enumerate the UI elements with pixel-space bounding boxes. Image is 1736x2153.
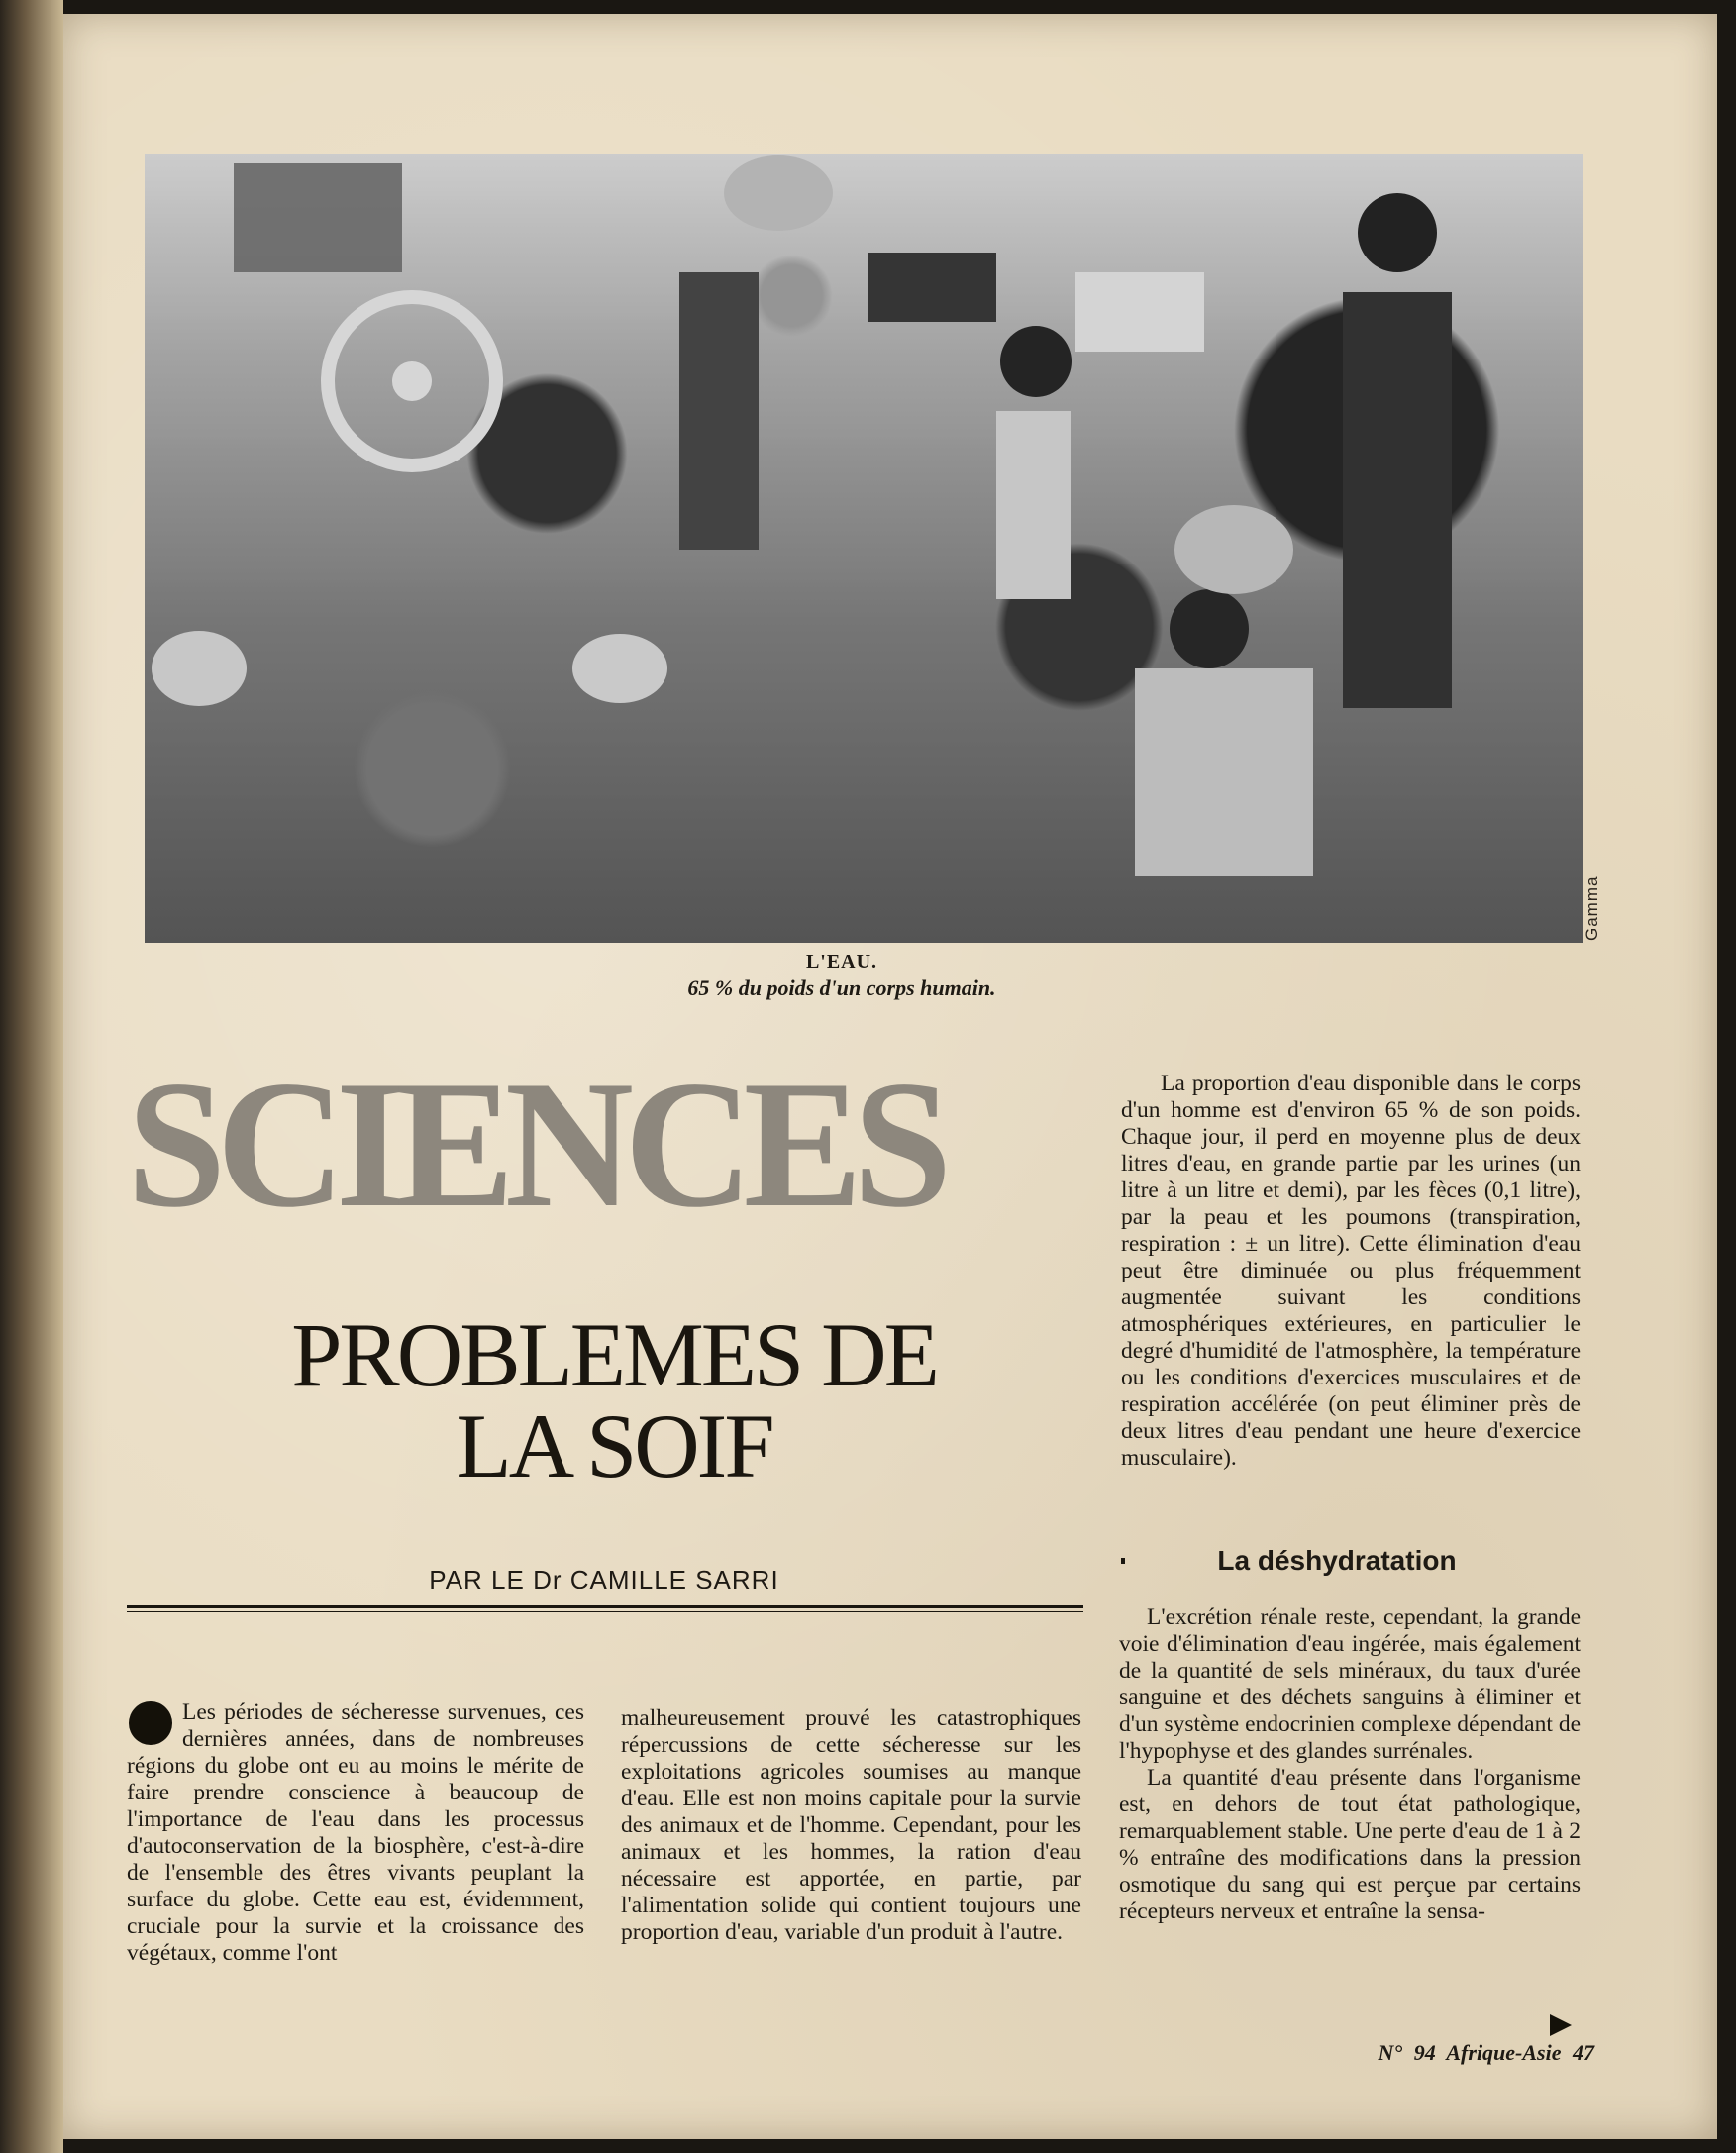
- page-footer: N° 94 Afrique-Asie 47: [1378, 2040, 1594, 2065]
- paragraph: malheureusement prouvé les catastrophiques répercussions de cette sécheresse sur les exploitations agricoles soumises au manque d'eau. Elle est non moins capitale pour la survie des animaux et de l'homme. Cependant, pour les animaux et les hommes, la ration d'eau nécessaire est apportée, en partie, par l'alimentation solide qui contient toujours une proportion d'eau, variable d'un produit à l'autre.: [621, 1705, 1081, 1945]
- body-column-3: [1121, 1071, 1581, 1472]
- binding-edge: [0, 0, 63, 2153]
- body-column-1: [127, 1699, 584, 1967]
- photo-caption: [594, 951, 1089, 1001]
- body-column-2: [621, 1705, 1081, 1946]
- caption-title: L'EAU.: [805, 951, 878, 973]
- byline-rule: [127, 1605, 1083, 1608]
- paragraph: L'excrétion rénale reste, cependant, la grande voie d'élimination d'eau ingérée, mais également de la quantité de sels minéraux, du taux d'urée sanguine et des déchets sanguins à éliminer et d'un système endocrinien complexe dépendant de l'hypophyse et des glandes surrénales.: [1119, 1604, 1581, 1764]
- subhead: La déshydratation: [1217, 1545, 1457, 1576]
- section-title: SCIENCES: [127, 1043, 943, 1245]
- headline-line-1: PROBLEMES DE: [291, 1304, 937, 1405]
- article-headline: [149, 1304, 1079, 1496]
- lead-bullet-icon: [129, 1701, 172, 1745]
- caption-text: 65 % du poids d'un corps humain.: [687, 975, 996, 1000]
- body-column-3-continued: [1119, 1604, 1581, 1925]
- paragraph: Les périodes de sécheresse survenues, ces dernières années, dans de nombreuses régions du globe ont eu au moins le mérite de faire prendre conscience à beaucoup de l'importance de l'eau dans les processus d'autoconservation de la biosphère, c'est-à-dire de l'ensemble des êtres vivants peuplant la surface du globe. Cette eau est, évidemment, cruciale pour la survie et la croissance des végétaux, comme l'ont: [127, 1699, 584, 1966]
- photo-credit: Gamma: [1583, 875, 1601, 941]
- headline-line-2: LA SOIF: [456, 1395, 772, 1496]
- byline: PAR LE Dr CAMILLE SARRI: [429, 1565, 779, 1594]
- continue-arrow-icon: [1550, 2014, 1572, 2036]
- paragraph: La proportion d'eau disponible dans le corps d'un homme est d'environ 65 % de son poids. Chaque jour, il perd en moyenne plus de deux litres d'eau, en grande partie par les urines (un litre à un litre et demi), par les fèces (0,1 litre), par la peau et les poumons (transpiration, respiration : ± un litre). Cette élimination d'eau peut être diminuée ou plus fréquemment augmentée suivant les conditions atmosphériques extérieures, en particulier le degré d'humidité de l'atmosphère, la température ou les conditions d'exercices musculaires et de respiration accélérée (on peut éliminer près de deux litres d'eau pendant une heure d'exercice musculaire).: [1121, 1071, 1581, 1471]
- article-photo: [145, 154, 1583, 943]
- paragraph: La quantité d'eau présente dans l'organisme est, en dehors de tout état pathologique, remarquablement stable. Une perte d'eau de 1 à 2 % entraîne des modifications dans la pression osmotique du sang qui est perçue par certains récepteurs nerveux et entraîne la sensa-: [1119, 1765, 1581, 1924]
- photo-illustration: [145, 154, 1583, 943]
- subhead-marker: [1121, 1558, 1125, 1564]
